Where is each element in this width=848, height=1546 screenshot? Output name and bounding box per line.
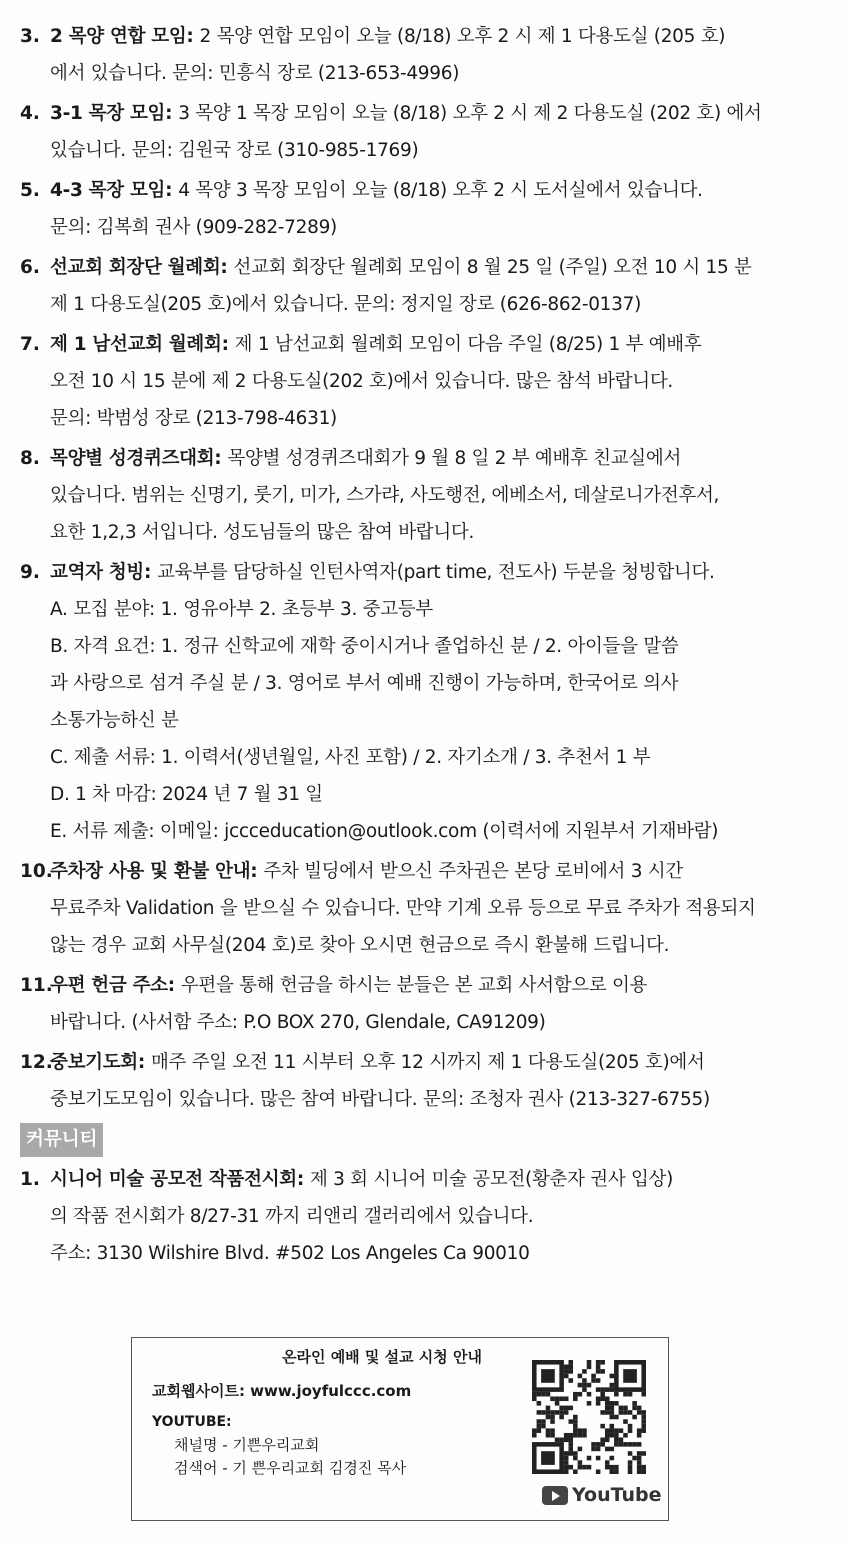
item-title: 2 목양 연합 모임: <box>50 26 194 47</box>
item-line <box>50 1081 820 1118</box>
item-line <box>50 132 820 169</box>
item-line <box>50 286 820 323</box>
item-line <box>50 1198 820 1235</box>
item-number: 4. <box>20 103 40 124</box>
item-text: 매주 주일 오전 11 시부터 오후 12 시까지 제 1 다용도실(205 호)에서 <box>150 1052 705 1073</box>
announcement-item <box>20 853 820 964</box>
item-text: 주소: 3130 Wilshire Blvd. #502 Los Angeles Ca 90010 <box>50 1243 530 1264</box>
item-text: 바랍니다. (사서함 주소: P.O BOX 270, Glendale, CA91209) <box>50 1012 546 1033</box>
item-text: 에서 있습니다. 문의: 민흥식 장로 (213-653-4996) <box>50 63 460 84</box>
item-title: 목양별 성경퀴즈대회: <box>50 448 222 469</box>
item-text: 제 1 다용도실(205 호)에서 있습니다. 문의: 정지일 장로 (626-862-0137) <box>50 294 642 315</box>
item-text: 중보기도모임이 있습니다. 많은 참여 바랍니다. 문의: 조청자 권사 (213-327-6755) <box>50 1089 710 1110</box>
item-line <box>50 776 820 813</box>
item-text: A. 모집 분야: 1. 영유아부 2. 초등부 3. 중고등부 <box>50 599 433 620</box>
item-title: 우편 헌금 주소: <box>50 975 175 996</box>
item-title: 교역자 청빙: <box>50 562 152 583</box>
item-number: 12. <box>20 1052 53 1073</box>
item-line <box>50 95 820 132</box>
item-text: 과 사랑으로 섬겨 주실 분 / 3. 영어로 부서 예배 진행이 가능하며, 한국어로 의사 <box>50 673 679 694</box>
box-title: 온라인 예배 및 설교 시청 안내 <box>282 1348 482 1366</box>
item-text: 선교회 회장단 월례회 모임이 8 월 25 일 (주일) 오전 10 시 15 분 <box>233 257 752 278</box>
item-text: 제 1 남선교회 월례회 모임이 다음 주일 (8/25) 1 부 예배후 <box>234 334 702 355</box>
youtube-play-icon <box>542 1486 568 1505</box>
item-title: 3-1 목장 모임: <box>50 103 173 124</box>
announcement-item <box>20 440 820 551</box>
announcement-item <box>20 18 820 92</box>
youtube-logo-text: YouTube <box>572 1484 662 1506</box>
item-text: 오전 10 시 15 분에 제 2 다용도실(202 호)에서 있습니다. 많은 참석 바랍니다. <box>50 371 674 392</box>
section-header-community: 커뮤니티 <box>20 1123 103 1157</box>
item-text: D. 1 차 마감: 2024 년 7 월 31 일 <box>50 784 323 805</box>
item-number: 11. <box>20 975 53 996</box>
item-line <box>50 1161 820 1198</box>
announcement-item <box>20 326 820 437</box>
item-line <box>50 400 820 437</box>
item-title: 시니어 미술 공모전 작품전시회: <box>50 1169 304 1190</box>
item-text: 있습니다. 문의: 김원국 장로 (310-985-1769) <box>50 140 419 161</box>
item-line <box>50 927 820 964</box>
item-text: C. 제출 서류: 1. 이력서(생년월일, 사진 포함) / 2. 자기소개 / 3. 추천서 1 부 <box>50 747 651 768</box>
item-title: 중보기도회: <box>50 1052 145 1073</box>
item-line <box>50 249 820 286</box>
item-line <box>50 55 820 92</box>
announcement-item <box>20 554 820 850</box>
item-text: 교육부를 담당하실 인턴사역자(part time, 전도사) 두분을 청빙합니다. <box>157 562 715 583</box>
item-line <box>50 1235 820 1272</box>
item-line <box>50 890 820 927</box>
item-number: 9. <box>20 562 40 583</box>
item-line <box>50 591 820 628</box>
item-number: 10. <box>20 861 53 882</box>
item-text: 3 목양 1 목장 모임이 오늘 (8/18) 오후 2 시 제 2 다용도실 (202 호) 에서 <box>178 103 762 124</box>
announcement-item <box>20 1044 820 1118</box>
website-link[interactable]: 교회웹사이트: www.joyfulccc.com <box>152 1382 412 1400</box>
item-line <box>50 628 820 665</box>
item-line <box>50 18 820 55</box>
item-line <box>50 363 820 400</box>
item-number: 3. <box>20 26 40 47</box>
announcement-item <box>20 172 820 246</box>
item-number: 1. <box>20 1169 40 1190</box>
announcement-item <box>20 95 820 169</box>
item-line <box>50 554 820 591</box>
item-line <box>50 326 820 363</box>
item-line <box>50 853 820 890</box>
item-number: 8. <box>20 448 40 469</box>
qr-code-icon[interactable] <box>532 1360 646 1474</box>
item-text: E. 서류 제출: 이메일: jccceducation@outlook.com (이력서에 지원부서 기재바람) <box>50 821 719 842</box>
item-line <box>50 477 820 514</box>
item-line <box>50 967 820 1004</box>
item-line <box>50 813 820 850</box>
item-text: 소통가능하신 분 <box>50 710 179 731</box>
announcement-item <box>20 1161 820 1272</box>
item-number: 7. <box>20 334 40 355</box>
item-text: 문의: 박범성 장로 (213-798-4631) <box>50 408 337 429</box>
announcement-item <box>20 967 820 1041</box>
item-title: 제 1 남선교회 월례회: <box>50 334 229 355</box>
item-text: 문의: 김복희 권사 (909-282-7289) <box>50 217 337 238</box>
online-worship-info-box <box>131 1337 669 1521</box>
youtube-label: YOUTUBE: <box>152 1414 232 1430</box>
item-line <box>50 514 820 551</box>
item-line <box>50 440 820 477</box>
item-text: 목양별 성경퀴즈대회가 9 월 8 일 2 부 예배후 친교실에서 <box>227 448 682 469</box>
youtube-logo <box>542 1484 661 1506</box>
item-line <box>50 739 820 776</box>
item-title: 주차장 사용 및 환불 안내: <box>50 861 258 882</box>
item-title: 4-3 목장 모임: <box>50 180 173 201</box>
item-line <box>50 209 820 246</box>
item-title: 선교회 회장단 월례회: <box>50 257 228 278</box>
item-text: B. 자격 요건: 1. 정규 신학교에 재학 중이시거나 졸업하신 분 / 2. 아이들을 말씀 <box>50 636 679 657</box>
item-text: 주차 빌딩에서 받으신 주차권은 본당 로비에서 3 시간 <box>263 861 683 882</box>
item-line <box>50 665 820 702</box>
item-number: 5. <box>20 180 40 201</box>
item-line <box>50 702 820 739</box>
item-text: 있습니다. 범위는 신명기, 룻기, 미가, 스가랴, 사도행전, 에베소서, 데살로니가전후서, <box>50 485 720 506</box>
item-number: 6. <box>20 257 40 278</box>
item-text: 요한 1,2,3 서입니다. 성도님들의 많은 참여 바랍니다. <box>50 522 475 543</box>
item-line <box>50 1044 820 1081</box>
item-text: 우편을 통해 헌금을 하시는 분들은 본 교회 사서함으로 이용 <box>180 975 648 996</box>
search-term: 검색어 - 기 쁜우리교회 김경진 목사 <box>174 1459 407 1477</box>
item-text: 않는 경우 교회 사무실(204 호)로 찾아 오시면 현금으로 즉시 환불해 드립니다. <box>50 935 670 956</box>
item-line <box>50 172 820 209</box>
item-text: 2 목양 연합 모임이 오늘 (8/18) 오후 2 시 제 1 다용도실 (205 호) <box>199 26 726 47</box>
item-text: 4 목양 3 목장 모임이 오늘 (8/18) 오후 2 시 도서실에서 있습니다. <box>178 180 703 201</box>
item-text: 제 3 회 시니어 미술 공모전(황춘자 권사 입상) <box>309 1169 674 1190</box>
item-text: 무료주차 Validation 을 받으실 수 있습니다. 만약 기계 오류 등으로 무료 주차가 적용되지 <box>50 898 756 919</box>
item-line <box>50 1004 820 1041</box>
item-text: 의 작품 전시회가 8/27-31 까지 리앤리 갤러리에서 있습니다. <box>50 1206 534 1227</box>
announcement-item <box>20 249 820 323</box>
announcement-list <box>20 18 820 1275</box>
channel-name: 채널명 - 기쁜우리교회 <box>174 1436 320 1454</box>
